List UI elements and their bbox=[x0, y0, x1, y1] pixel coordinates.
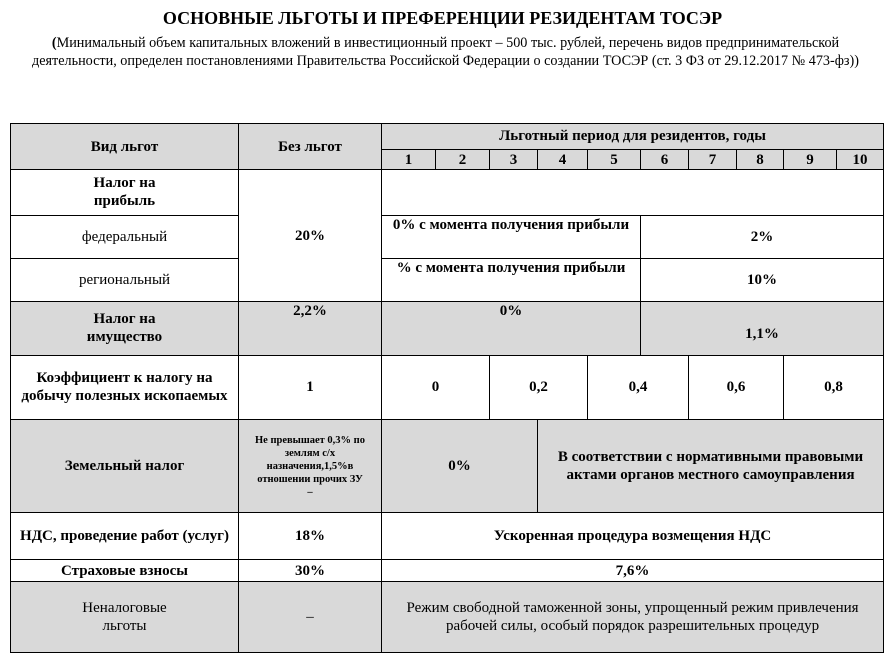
land-tax-early: 0% bbox=[382, 420, 538, 513]
nontax-base: – bbox=[239, 581, 382, 652]
property-tax-early: 0% bbox=[382, 301, 641, 355]
year-6: 6 bbox=[641, 149, 689, 169]
year-3: 3 bbox=[490, 149, 538, 169]
vat-label: НДС, проведение работ (услуг) bbox=[11, 512, 239, 559]
year-10: 10 bbox=[837, 149, 884, 169]
mining-label: Коэффициент к налогу на добычу полезных ископаемых bbox=[11, 355, 239, 420]
insurance-base: 30% bbox=[239, 560, 382, 582]
benefits-table bbox=[10, 123, 884, 653]
subtitle-text: Минимальный объем капитальных вложений в инвестиционный проект – 500 тыс. рублей, перечень видов предпринимательской деятельности, определен постановлениями Правительства Российской Федерации о создании ТОСЭР (ст. 3 ФЗ от 29.12.2017 № 473-фз)) bbox=[31, 35, 859, 69]
header-benefit-type: Вид льгот bbox=[11, 124, 239, 170]
vat-value: Ускоренная процедура возмещения НДС bbox=[382, 512, 884, 559]
property-tax-base: 2,2% bbox=[239, 301, 382, 355]
mining-value-3: 0,6 bbox=[689, 355, 784, 420]
insurance-label: Страховые взносы bbox=[11, 560, 239, 582]
page-title: ОСНОВНЫЕ ЛЬГОТЫ И ПРЕФЕРЕНЦИИ РЕЗИДЕНТАМ ТОСЭР bbox=[162, 8, 723, 28]
land-tax-label: Земельный налог bbox=[11, 420, 239, 513]
insurance-value: 7,6% bbox=[382, 560, 884, 582]
year-9: 9 bbox=[784, 149, 837, 169]
year-8: 8 bbox=[737, 149, 784, 169]
federal-early: 0% с момента получения прибыли bbox=[382, 215, 641, 258]
property-tax-row bbox=[11, 301, 884, 355]
mining-row bbox=[11, 355, 884, 420]
year-1: 1 bbox=[382, 149, 436, 169]
regional-label: региональный bbox=[11, 258, 239, 301]
profit-tax-label: Налог на прибыль bbox=[11, 170, 239, 215]
profit-tax-row bbox=[11, 170, 884, 215]
regional-late: 10% bbox=[641, 258, 884, 301]
mining-value-4: 0,8 bbox=[784, 355, 884, 420]
insurance-row bbox=[11, 560, 884, 582]
nontax-label: Неналоговые льготы bbox=[11, 581, 239, 652]
property-tax-late: 1,1% bbox=[641, 301, 884, 355]
vat-base: 18% bbox=[239, 512, 382, 559]
property-tax-label: Налог на имущество bbox=[11, 301, 239, 355]
header-row bbox=[11, 124, 884, 150]
nontax-value: Режим свободной таможенной зоны, упрощенный режим привлечения рабочей силы, особый порядок разрешительных процедур bbox=[382, 581, 884, 652]
federal-row bbox=[11, 215, 884, 258]
page-subtitle bbox=[18, 34, 873, 70]
header-no-benefits: Без льгот bbox=[239, 124, 382, 170]
regional-row bbox=[11, 258, 884, 301]
mining-value-1: 0,2 bbox=[490, 355, 588, 420]
vat-row bbox=[11, 512, 884, 559]
land-tax-late: В соответствии с нормативными правовыми актами органов местного самоуправления bbox=[538, 420, 884, 513]
profit-tax-empty bbox=[382, 170, 884, 215]
header-period: Льготный период для резидентов, годы bbox=[382, 124, 884, 150]
federal-label: федеральный bbox=[11, 215, 239, 258]
nontax-row bbox=[11, 581, 884, 652]
regional-early: % с момента получения прибыли bbox=[382, 258, 641, 301]
federal-late: 2% bbox=[641, 215, 884, 258]
subtitle-open-paren: ( bbox=[51, 35, 57, 51]
year-5: 5 bbox=[588, 149, 641, 169]
mining-base: 1 bbox=[239, 355, 382, 420]
year-2: 2 bbox=[436, 149, 490, 169]
mining-value-0: 0 bbox=[382, 355, 490, 420]
land-tax-base: Не превышает 0,3% по землям с/х назначения,1,5%в отношении прочих ЗУ – bbox=[239, 420, 382, 513]
year-4: 4 bbox=[538, 149, 588, 169]
land-tax-row bbox=[11, 420, 884, 513]
year-7: 7 bbox=[689, 149, 737, 169]
profit-tax-base: 20% bbox=[239, 170, 382, 301]
mining-value-2: 0,4 bbox=[588, 355, 689, 420]
